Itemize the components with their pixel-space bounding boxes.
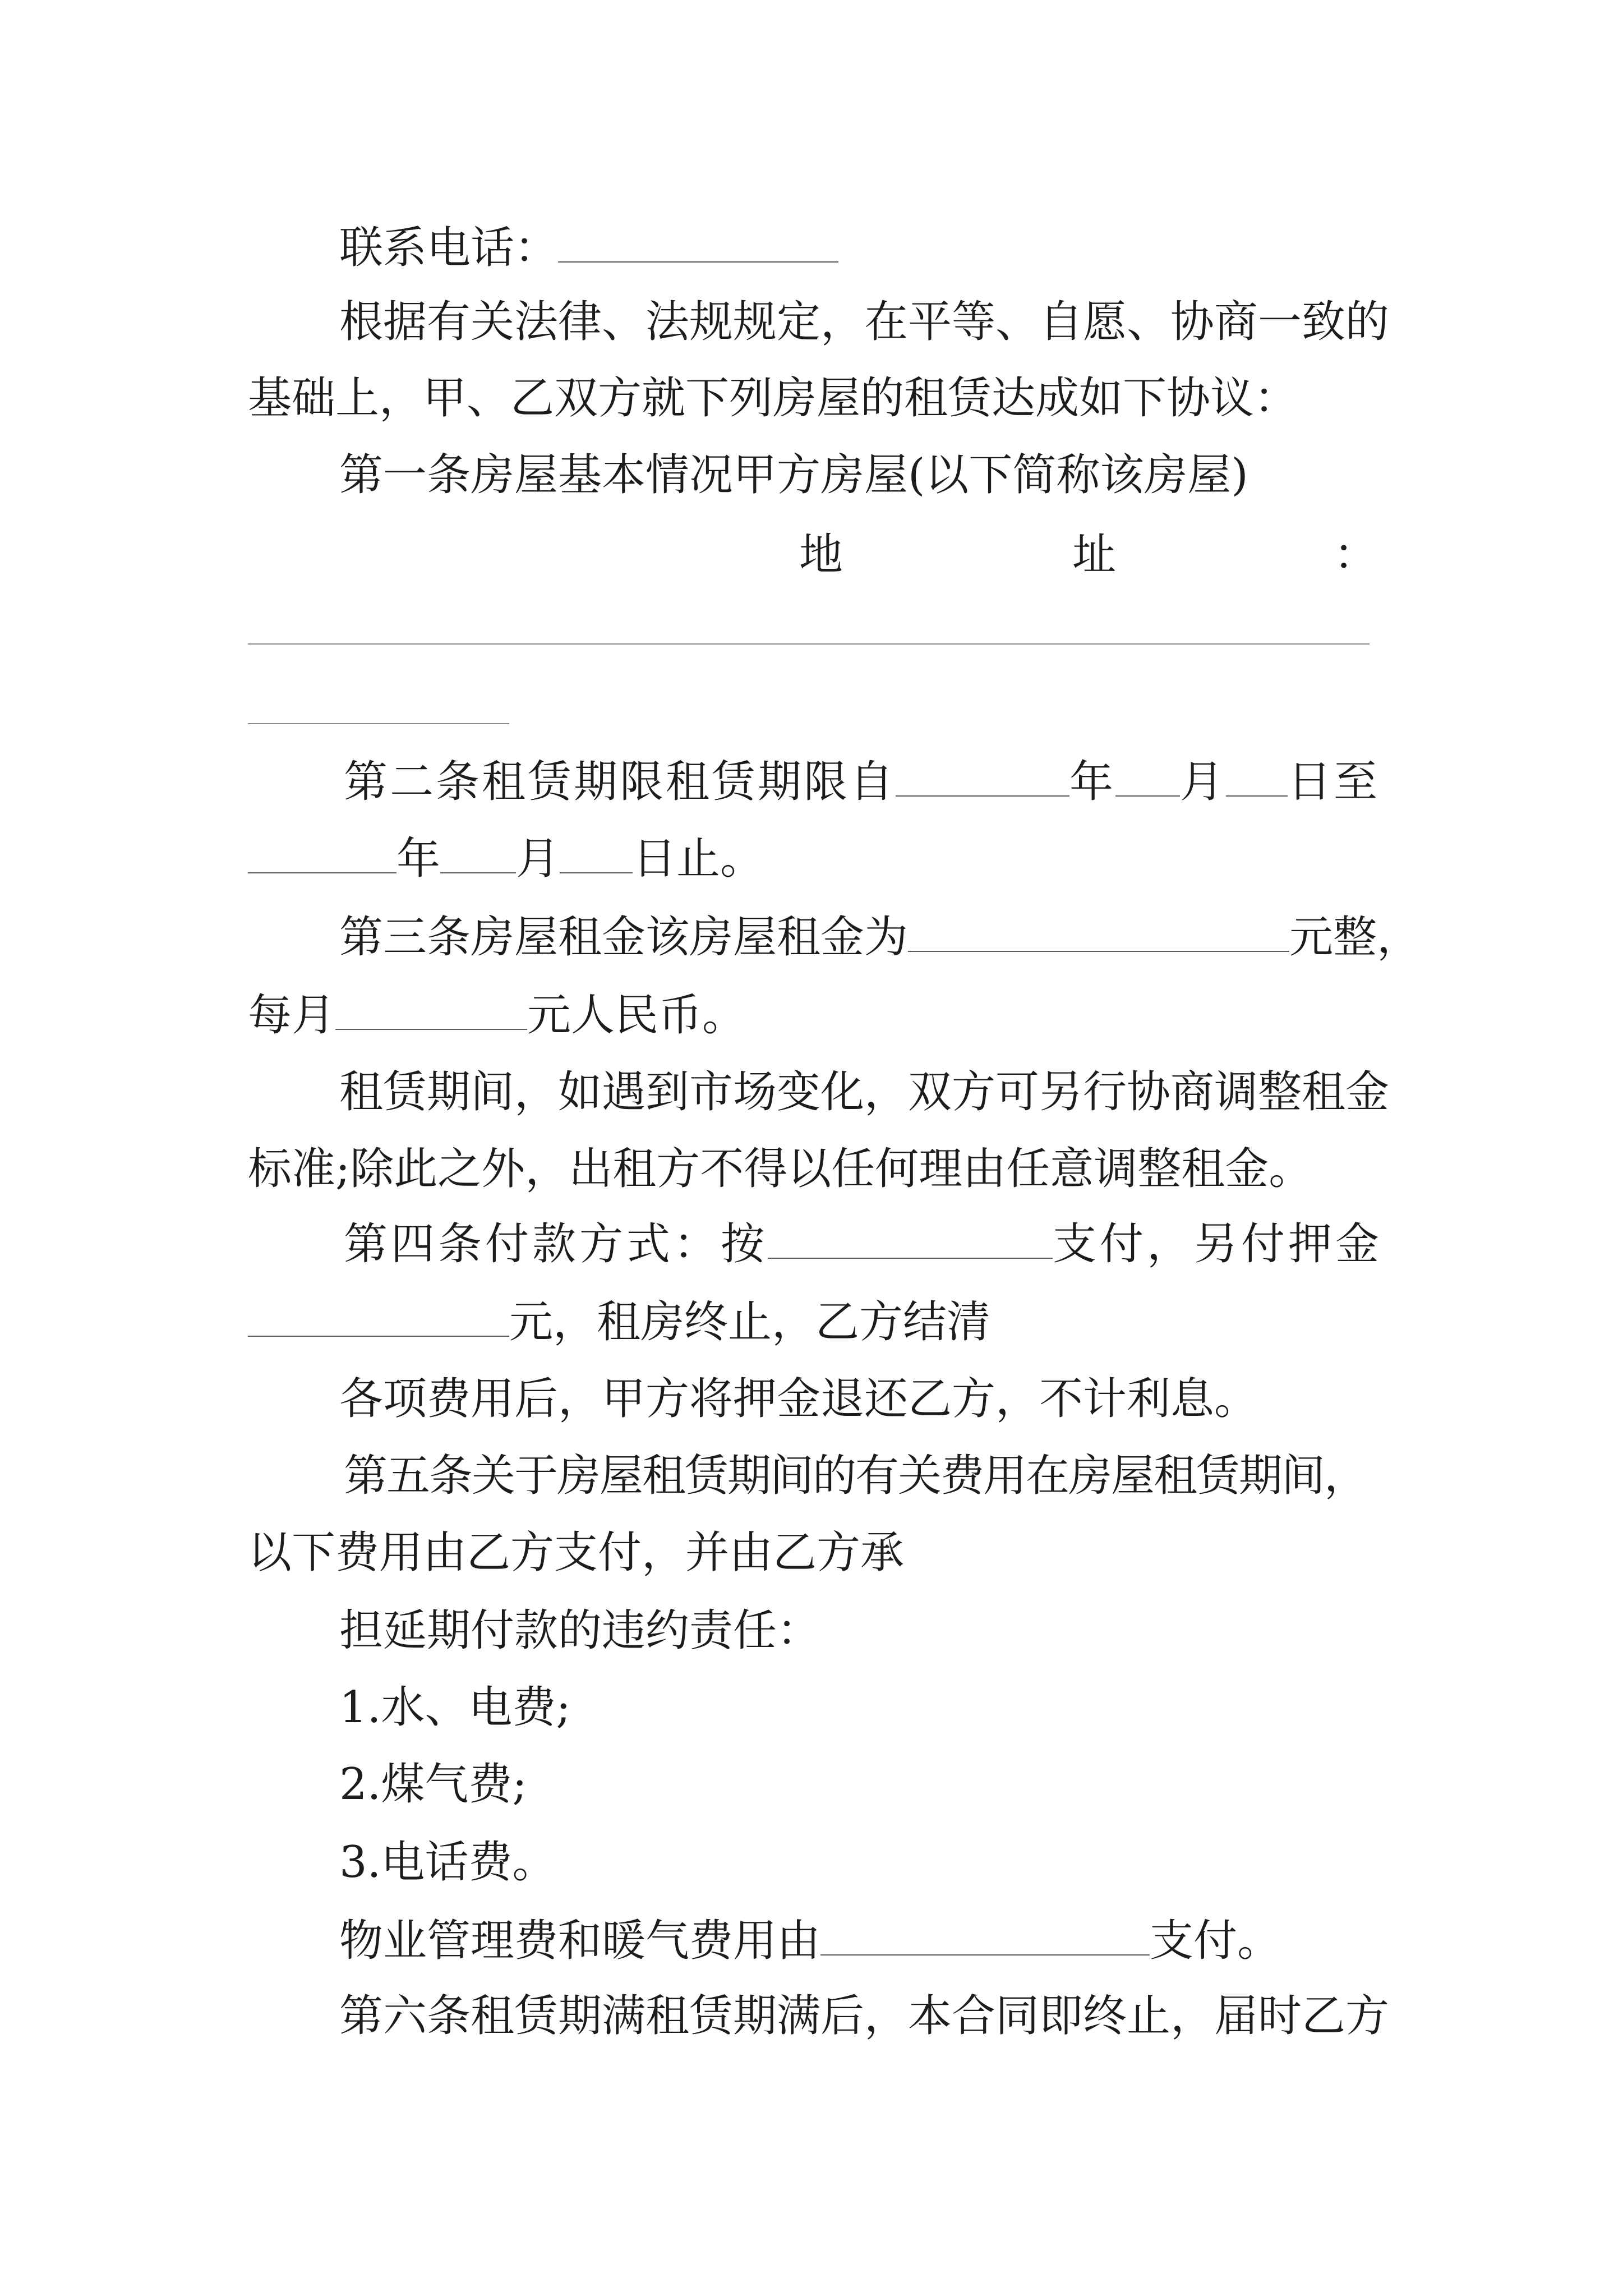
contact-phone-blank: [558, 261, 838, 263]
article4-line-1: [344, 1216, 1382, 1272]
address-char-1: 地: [799, 530, 843, 580]
start-day-blank: [1226, 795, 1288, 797]
address-blank-rule-2: [248, 723, 509, 724]
end-year-label: 年: [396, 834, 441, 884]
article5-line-3: 担延期付款的违约责任：: [339, 1605, 821, 1656]
monthly-unit: 元人民币。: [527, 990, 746, 1041]
article3-line-1: [339, 909, 1421, 965]
rent-unit: 元整，: [1289, 912, 1421, 963]
preamble-line-2: 基础上，甲、乙双方就下列房屋的租赁达成如下协议：: [248, 373, 1298, 424]
list-item: 3.电话费。: [339, 1837, 556, 1888]
rent-amount-blank: [908, 950, 1289, 952]
start-day-label: 日至: [1288, 757, 1380, 807]
deposit-unit: 元，租房终止，乙方结清: [509, 1297, 991, 1347]
contact-line: [339, 220, 838, 276]
article1-heading: 第一条房屋基本情况甲方房屋(以下简称该房屋): [339, 450, 1248, 500]
list-item: 1.水、电费;: [339, 1682, 571, 1733]
article2-line-2: [248, 831, 764, 887]
start-year-label: 年: [1069, 757, 1116, 807]
end-day-blank: [560, 872, 633, 873]
article4-mid: 支付，另付押金: [1053, 1219, 1383, 1269]
article4-line-3: 各项费用后，甲方将押金退还乙方，不计利息。: [339, 1374, 1258, 1424]
address-char-2: 址: [1072, 530, 1117, 580]
property-fee-payer-blank: [820, 1954, 1150, 1955]
property-fee-tail: 支付。: [1150, 1916, 1281, 1966]
article6-line-1: 第六条租赁期满租赁期满后，本合同即终止，届时乙方: [339, 1991, 1390, 2041]
payment-method-blank: [768, 1257, 1053, 1259]
article4-lead: 第四条付款方式：按: [344, 1219, 768, 1269]
rent-note-line-1: 租赁期间，如遇到市场变化，双方可另行协商调整租金: [339, 1067, 1390, 1117]
contact-label: 联系电话：: [339, 223, 559, 273]
end-year-blank: [248, 872, 396, 873]
property-fee-lead: 物业管理费和暖气费用由: [339, 1916, 821, 1966]
address-blank-rule-1: [248, 643, 1370, 645]
article5-line-1: 第五条关于房屋租赁期间的有关费用在房屋租赁期间，: [344, 1451, 1367, 1501]
article4-line-2: [248, 1294, 990, 1350]
preamble-line-1: 根据有关法律、法规规定，在平等、自愿、协商一致的: [339, 297, 1390, 347]
article2-lead: 第二条租赁期限租赁期限自: [344, 757, 896, 807]
end-month-label: 月: [516, 834, 560, 884]
start-month-label: 月: [1180, 757, 1227, 807]
end-month-blank: [440, 872, 516, 873]
list-item: 2.煤气费;: [339, 1759, 527, 1810]
monthly-amount-blank: [335, 1028, 527, 1030]
address-label-line: [0, 527, 1623, 583]
deposit-amount-blank: [248, 1335, 509, 1337]
end-day-label: 日止。: [633, 834, 764, 884]
monthly-lead: 每月: [248, 990, 336, 1041]
article2-line-1: [344, 754, 1380, 810]
article5-line-2: 以下费用由乙方支付，并由乙方承: [248, 1527, 905, 1578]
rent-note-line-2: 标准;除此之外，出租方不得以任何理由任意调整租金。: [248, 1144, 1313, 1194]
address-colon: ：: [1334, 530, 1378, 580]
start-month-blank: [1115, 795, 1180, 797]
article3-line-2: [248, 987, 746, 1043]
start-year-blank: [896, 795, 1069, 797]
property-fee-line: [339, 1913, 1281, 1969]
article3-lead: 第三条房屋租金该房屋租金为: [339, 912, 909, 963]
